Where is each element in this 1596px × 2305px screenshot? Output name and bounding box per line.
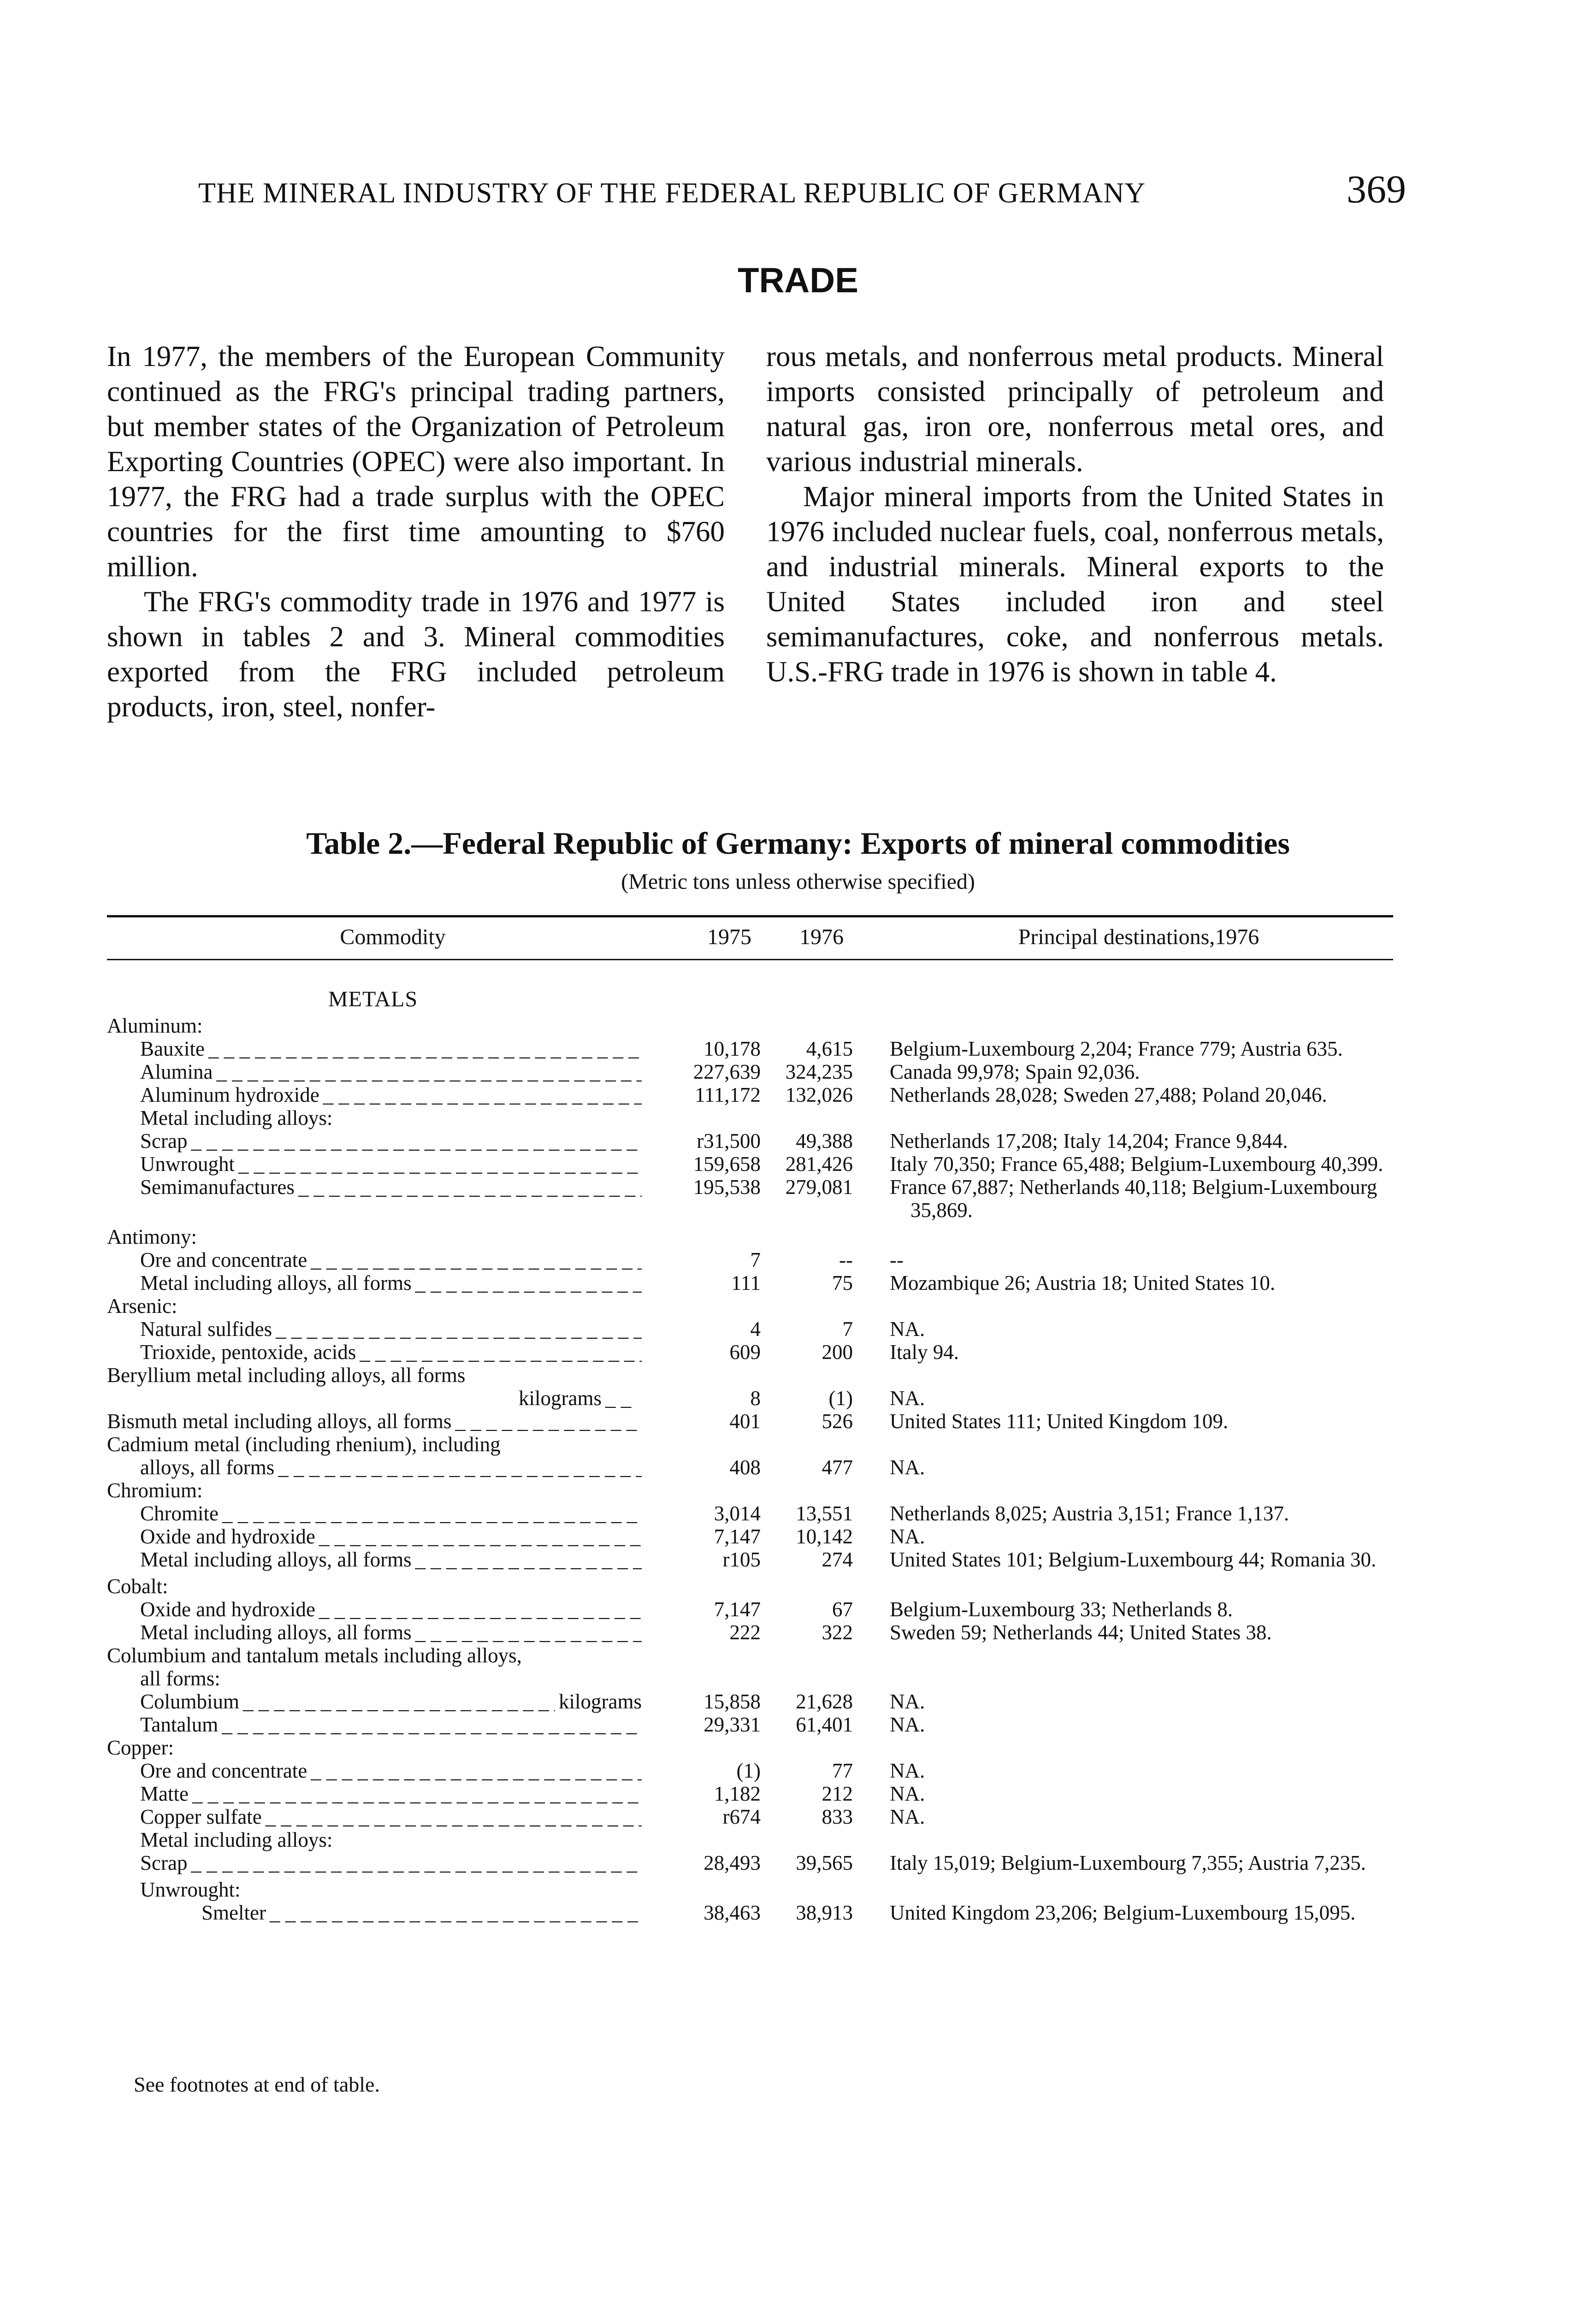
table-subtitle: (Metric tons unless otherwise specified) [621, 869, 975, 894]
unit-label: kilograms [519, 1387, 602, 1410]
body-paragraph: The FRG's commodity trade in 1976 and 1977 is shown in tables 2 and 3. Mineral commodities exported from the FRG included petroleum products, iron, steel, nonfer- [107, 585, 725, 723]
value-1976: 212 [822, 1782, 853, 1805]
table-row [107, 1525, 1393, 1548]
column-header-1976: 1976 [799, 925, 844, 949]
commodity-label: Natural sulfides [140, 1318, 272, 1341]
commodity-label: Metal including alloys, all forms [140, 1548, 412, 1571]
commodity-cell [107, 1901, 642, 1924]
unit-label: kilograms [559, 1690, 642, 1713]
commodity-label: Smelter [201, 1901, 266, 1924]
value-1976: 13,551 [796, 1502, 853, 1525]
destinations-cell: Netherlands 17,208; Italy 14,204; France 9,844. [890, 1129, 1288, 1152]
dot-leader [295, 1176, 642, 1199]
destinations-cell: Italy 15,019; Belgium-Luxembourg 7,355; Austria 7,235. [890, 1851, 1366, 1874]
commodity-cell [107, 1060, 642, 1083]
value-1976: 281,426 [785, 1152, 853, 1176]
commodity-label: Aluminum hydroxide [140, 1083, 319, 1106]
commodity-label: Copper: [107, 1736, 174, 1759]
table-row [107, 1502, 1393, 1525]
commodity-label: Beryllium metal including alloys, all forms [107, 1364, 466, 1387]
page-number: 369 [1347, 167, 1406, 211]
commodity-label: Oxide and hydroxide [140, 1525, 315, 1548]
table-header-rule [107, 959, 1393, 960]
dot-leader [239, 1690, 555, 1713]
commodity-cell [107, 1805, 642, 1828]
commodity-cell [107, 1851, 642, 1874]
value-1976: 38,913 [796, 1901, 853, 1924]
dot-leader [266, 1901, 642, 1924]
commodity-label: Columbium and tantalum metals including alloys, [107, 1644, 522, 1667]
dot-leader [319, 1083, 642, 1106]
table-row [107, 1782, 1393, 1805]
commodity-label: Bismuth metal including alloys, all forms [107, 1410, 452, 1433]
commodity-cell [107, 1341, 642, 1364]
table-row [107, 1294, 1393, 1318]
body-paragraph: In 1977, the members of the European Community continued as the FRG's principal trading partners, but member states of the Organization of Petroleum Exporting Countries (OPEC) were also important. In 1977, the FRG had a trade surplus with the OPEC countries for the first time amounting to $760 million. [107, 340, 725, 583]
dot-leader [262, 1805, 642, 1828]
commodity-label: Unwrought [140, 1152, 235, 1176]
commodity-cell [107, 1525, 642, 1548]
table-row [107, 1129, 1393, 1152]
value-1975: 111 [731, 1271, 761, 1294]
table-row [107, 1318, 1393, 1341]
commodity-cell [107, 1479, 642, 1502]
value-1976: (1) [828, 1387, 853, 1410]
commodity-cell [107, 1410, 642, 1433]
value-1975: 222 [729, 1621, 761, 1644]
destinations-cell: NA. [890, 1690, 925, 1713]
commodity-label: Tantalum [140, 1713, 219, 1736]
value-1976: 200 [822, 1341, 853, 1364]
table-row [107, 1759, 1393, 1782]
destinations-cell: United Kingdom 23,206; Belgium-Luxembourg 15,095. [890, 1901, 1356, 1924]
commodity-label: Aluminum: [107, 1014, 203, 1037]
dot-leader [235, 1152, 642, 1176]
table-row [107, 1387, 1393, 1410]
commodity-cell [107, 1364, 642, 1387]
table-top-rule [107, 915, 1393, 917]
commodity-label: Metal including alloys, all forms [140, 1621, 412, 1644]
commodity-label: Alumina [140, 1060, 213, 1083]
value-1975: 10,178 [703, 1037, 761, 1060]
column-header-1975: 1975 [707, 925, 751, 949]
commodity-cell [107, 1598, 642, 1621]
value-1975: 3,014 [714, 1502, 761, 1525]
destinations-cell: NA. [890, 1525, 925, 1548]
commodity-cell [107, 1736, 642, 1759]
table-row [107, 1644, 1393, 1667]
table-row [107, 1364, 1393, 1387]
value-1975: 38,463 [703, 1901, 761, 1924]
table-row [107, 1878, 1393, 1901]
running-head [198, 166, 1406, 217]
commodity-cell [107, 1014, 642, 1037]
destinations-cell: United States 111; United Kingdom 109. [890, 1410, 1229, 1433]
commodity-cell [107, 1225, 642, 1248]
value-1975: 28,493 [703, 1851, 761, 1874]
commodity-label: Chromite [140, 1502, 219, 1525]
destinations-cell: United States 101; Belgium-Luxembourg 44; Romania 30. [890, 1548, 1377, 1571]
dot-leader [205, 1037, 642, 1060]
column-header-commodity: Commodity [340, 925, 446, 949]
column-header-destinations: Principal destinations,1976 [1018, 925, 1259, 949]
destinations-cell: Netherlands 8,025; Austria 3,151; France 1,137. [890, 1502, 1289, 1525]
table-row [107, 1037, 1393, 1060]
value-1975: 609 [729, 1341, 761, 1364]
dot-leader [307, 1759, 642, 1782]
commodity-label: Metal including alloys: [140, 1106, 333, 1129]
commodity-cell [107, 1782, 642, 1805]
value-1975: 29,331 [703, 1713, 761, 1736]
commodity-label: Matte [140, 1782, 189, 1805]
table-row [107, 1014, 1393, 1037]
table-row [107, 1621, 1393, 1644]
value-1976: 132,026 [785, 1083, 853, 1106]
dot-leader [187, 1851, 642, 1874]
value-1976: 21,628 [796, 1690, 853, 1713]
destinations-cell: -- [890, 1248, 904, 1271]
commodity-label: Metal including alloys: [140, 1828, 333, 1851]
destinations-cell: NA. [890, 1456, 925, 1479]
commodity-label: Scrap [140, 1851, 188, 1874]
commodity-cell [107, 1828, 642, 1851]
value-1976: 322 [822, 1621, 853, 1644]
destinations-cell: NA. [890, 1387, 925, 1410]
table-row [107, 1225, 1393, 1248]
destinations-cell: Belgium-Luxembourg 33; Netherlands 8. [890, 1598, 1233, 1621]
dot-leader [219, 1502, 642, 1525]
commodity-label: Ore and concentrate [140, 1759, 307, 1782]
commodity-cell [107, 1106, 642, 1129]
commodity-cell [107, 1387, 642, 1410]
destinations-cell: France 67,887; Netherlands 40,118; Belgium-Luxembourg 35,869. [890, 1176, 1377, 1222]
table-row [107, 1828, 1393, 1851]
destinations-cell: NA. [890, 1805, 925, 1828]
value-1976: 10,142 [796, 1525, 853, 1548]
commodity-cell [107, 1878, 642, 1901]
table-row [107, 1341, 1393, 1364]
value-1975: 111,172 [695, 1083, 761, 1106]
destinations-cell: NA. [890, 1759, 925, 1782]
commodity-cell [107, 1667, 642, 1690]
value-1976: 4,615 [806, 1037, 853, 1060]
value-1975: 4 [750, 1318, 761, 1341]
group-heading-metals: METALS [328, 987, 418, 1011]
value-1976: 7 [842, 1318, 853, 1341]
value-1976: -- [839, 1248, 853, 1271]
table-row [107, 1575, 1393, 1598]
table-row [107, 1851, 1393, 1874]
commodity-label: Metal including alloys, all forms [140, 1271, 412, 1294]
destinations-cell: Italy 70,350; France 65,488; Belgium-Luxembourg 40,399. [890, 1152, 1383, 1176]
commodity-label: Semimanufactures [140, 1176, 295, 1199]
table-row [107, 1271, 1393, 1294]
commodity-cell [107, 1456, 642, 1479]
value-1975: 7,147 [714, 1598, 761, 1621]
value-1976: 526 [822, 1410, 853, 1433]
commodity-label: Ore and concentrate [140, 1248, 307, 1271]
commodity-label: Bauxite [140, 1037, 205, 1060]
value-1975: 8 [750, 1387, 761, 1410]
commodity-cell [107, 1083, 642, 1106]
value-1976: 39,565 [796, 1851, 853, 1874]
commodity-cell [107, 1129, 642, 1152]
dot-leader [315, 1598, 642, 1621]
commodity-label: Trioxide, pentoxide, acids [140, 1341, 356, 1364]
destinations-cell: Canada 99,978; Spain 92,036. [890, 1060, 1140, 1083]
value-1975: 195,538 [693, 1176, 761, 1199]
table-row [107, 1176, 1393, 1222]
dot-leader [189, 1782, 642, 1805]
commodity-label: Cadmium metal (including rhenium), including [107, 1433, 501, 1456]
commodity-cell [107, 1713, 642, 1736]
table-row [107, 1248, 1393, 1271]
value-1975: 15,858 [703, 1690, 761, 1713]
commodity-cell [107, 1433, 642, 1456]
value-1975: 227,639 [693, 1060, 761, 1083]
commodity-label: Antimony: [107, 1225, 197, 1248]
value-1975: 1,182 [714, 1782, 761, 1805]
commodity-label: Copper sulfate [140, 1805, 262, 1828]
commodity-cell [107, 1621, 642, 1644]
commodity-label: Cobalt: [107, 1575, 168, 1598]
table-row [107, 1598, 1393, 1621]
commodity-cell [107, 1502, 642, 1525]
value-1976: 61,401 [796, 1713, 853, 1736]
commodity-cell [107, 1759, 642, 1782]
body-paragraph: rous metals, and nonferrous metal products. Mineral imports consisted principally of petroleum and natural gas, iron ore, nonferrous metal ores, and various industrial minerals. [766, 340, 1384, 478]
table-footnote: See footnotes at end of table. [134, 2073, 380, 2096]
destinations-cell: NA. [890, 1782, 925, 1805]
value-1975: r31,500 [697, 1129, 761, 1152]
value-1976: 324,235 [785, 1060, 853, 1083]
destinations-cell: NA. [890, 1318, 925, 1341]
destinations-cell: Belgium-Luxembourg 2,204; France 779; Austria 635. [890, 1037, 1343, 1060]
commodity-cell [107, 1152, 642, 1176]
commodity-cell [107, 1294, 642, 1318]
commodity-label: all forms: [140, 1667, 220, 1690]
commodity-label: alloys, all forms [140, 1456, 275, 1479]
dot-leader [274, 1456, 642, 1479]
dot-leader [272, 1318, 642, 1341]
destinations-cell: Sweden 59; Netherlands 44; United States 38. [890, 1621, 1272, 1644]
commodity-cell [107, 1248, 642, 1271]
table-row [107, 1805, 1393, 1828]
commodity-cell [107, 1037, 642, 1060]
dot-leader [218, 1713, 642, 1736]
commodity-cell [107, 1644, 642, 1667]
commodity-cell [107, 1176, 642, 1199]
table-row [107, 1456, 1393, 1479]
value-1976: 477 [822, 1456, 853, 1479]
dot-leader [315, 1525, 642, 1548]
dot-leader [412, 1621, 642, 1644]
dot-leader [602, 1387, 633, 1410]
dot-leader [187, 1129, 642, 1152]
section-title: TRADE [738, 261, 858, 300]
value-1975: (1) [736, 1759, 761, 1782]
value-1976: 279,081 [785, 1176, 853, 1199]
value-1976: 75 [832, 1271, 853, 1294]
value-1975: 159,658 [693, 1152, 761, 1176]
table-row [107, 1713, 1393, 1736]
body-column-right [766, 339, 1384, 689]
running-title: THE MINERAL INDUSTRY OF THE FEDERAL REPUBLIC OF GERMANY [198, 177, 1146, 209]
value-1976: 49,388 [796, 1129, 853, 1152]
value-1975: r105 [722, 1548, 761, 1571]
commodity-label: Columbium [140, 1690, 240, 1713]
table-title: Table 2.—Federal Republic of Germany: Exports of mineral commodities [306, 826, 1290, 861]
destinations-cell: Mozambique 26; Austria 18; United States 10. [890, 1271, 1276, 1294]
table-row [107, 1106, 1393, 1129]
commodity-cell [107, 1271, 642, 1294]
value-1975: 7 [750, 1248, 761, 1271]
commodity-cell [107, 1318, 642, 1341]
dot-leader [412, 1271, 642, 1294]
table-row [107, 1433, 1393, 1456]
value-1975: 7,147 [714, 1525, 761, 1548]
table-row [107, 1690, 1393, 1713]
table-row [107, 1479, 1393, 1502]
value-1976: 67 [832, 1598, 853, 1621]
table-row [107, 1152, 1393, 1176]
destinations-cell: Netherlands 28,028; Sweden 27,488; Poland 20,046. [890, 1083, 1327, 1106]
table-row [107, 1901, 1393, 1924]
commodity-label: Unwrought: [140, 1878, 241, 1901]
commodity-label: Arsenic: [107, 1294, 177, 1318]
commodity-cell [107, 1548, 642, 1571]
dot-leader [356, 1341, 642, 1364]
table-row [107, 1667, 1393, 1690]
body-paragraph: Major mineral imports from the United States in 1976 included nuclear fuels, coal, nonferrous metals, and industrial minerals. Mineral exports to the United States included iron and steel semimanufactures, coke, and nonferrous metals. U.S.-FRG trade in 1976 is shown in table 4. [766, 480, 1384, 688]
table-row [107, 1083, 1393, 1106]
commodity-label: Scrap [140, 1129, 188, 1152]
value-1975: r674 [722, 1805, 761, 1828]
value-1976: 274 [822, 1548, 853, 1571]
dot-leader [451, 1410, 642, 1433]
commodity-label: Oxide and hydroxide [140, 1598, 315, 1621]
table-row [107, 1410, 1393, 1433]
value-1975: 408 [729, 1456, 761, 1479]
destinations-cell: NA. [890, 1713, 925, 1736]
table-row [107, 1736, 1393, 1759]
value-1976: 833 [822, 1805, 853, 1828]
destinations-cell: Italy 94. [890, 1341, 959, 1364]
value-1976: 77 [832, 1759, 853, 1782]
commodity-label: Chromium: [107, 1479, 203, 1502]
commodity-cell [107, 1690, 642, 1713]
dot-leader [307, 1248, 642, 1271]
table-row [107, 1548, 1393, 1571]
commodity-cell [107, 1575, 642, 1598]
body-column-left [107, 339, 725, 724]
table-row [107, 1060, 1393, 1083]
dot-leader [412, 1548, 642, 1571]
dot-leader [213, 1060, 642, 1083]
value-1975: 401 [729, 1410, 761, 1433]
table-body [107, 1014, 1393, 1924]
